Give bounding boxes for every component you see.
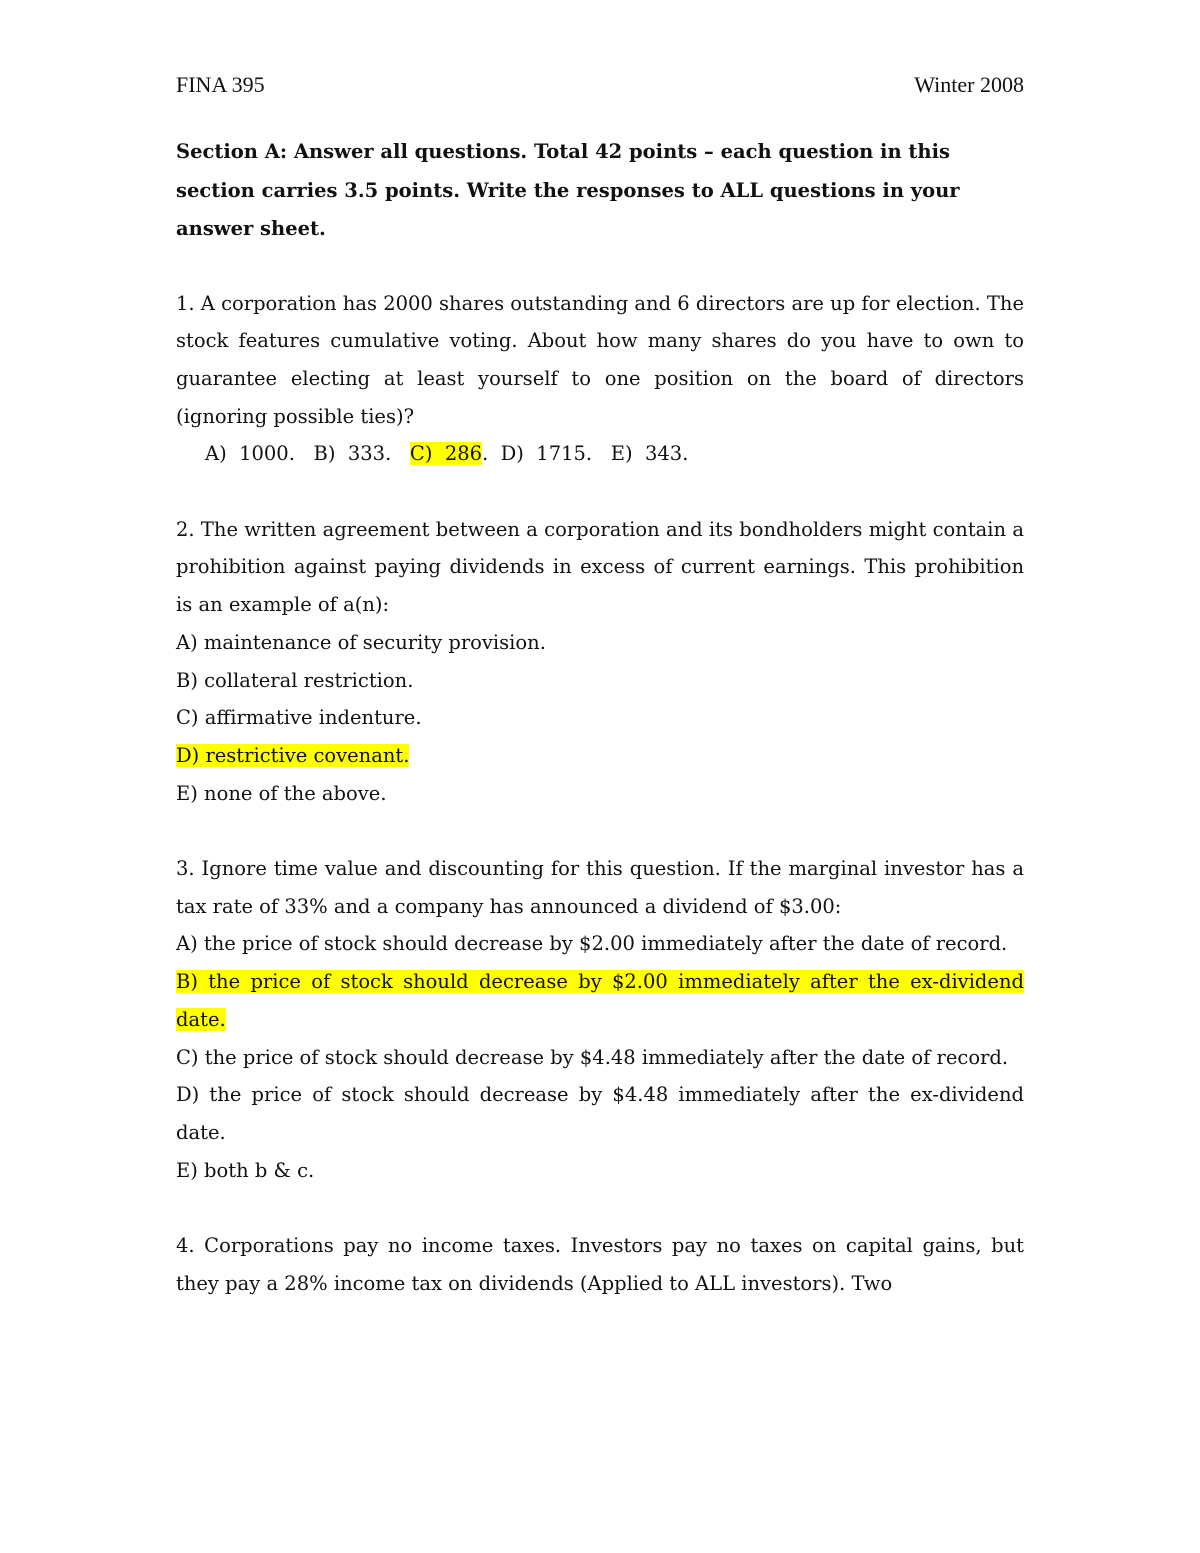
section-title: Section A: Answer all questions. Total 42 points – each question in this section carries 3.5 points. Write the responses to ALL questions in your answer sheet.	[176, 140, 960, 240]
option-a: A) maintenance of security provision.	[176, 630, 546, 654]
option-d: D) the price of stock should decrease by $4.48 immediately after the ex-dividend date.	[176, 1083, 1024, 1144]
inline-options: A) 1000. B) 333. C) 286. D) 1715. E) 343.	[205, 442, 689, 466]
option-a: A) the price of stock should decrease by $2.00 immediately after the date of record.	[176, 932, 1008, 956]
page-header	[176, 70, 1024, 100]
question-1	[176, 285, 1024, 474]
option-e: E) 343.	[610, 442, 689, 466]
term: Winter 2008	[914, 72, 1024, 97]
option-c: C) affirmative indenture.	[176, 706, 422, 730]
option-b: B) collateral restriction.	[176, 668, 414, 692]
question-3	[176, 850, 1024, 1189]
option-b: B) 333.	[313, 442, 392, 466]
option-d: D) 1715.	[500, 442, 593, 466]
question-text: 2. The written agreement between a corporation and its bondholders might contain a prohibition against paying dividends in excess of current earnings. This prohibition is an example of a(n):	[176, 517, 1024, 617]
question-text: 1. A corporation has 2000 shares outstanding and 6 directors are up for election. The stock features cumulative voting. About how many shares do you have to own to guarantee electing at least yourself to one position on the board of directors (ignoring possible ties)?	[176, 291, 1024, 428]
option-b-highlighted: B) the price of stock should decrease by $2.00 immediately after the ex-dividend date.	[176, 970, 1024, 1031]
option-e: E) none of the above.	[176, 781, 387, 805]
option-e: E) both b & c.	[176, 1158, 315, 1182]
question-text: 3. Ignore time value and discounting for this question. If the marginal investor has a tax rate of 33% and a company has announced a dividend of $3.00:	[176, 857, 1024, 918]
option-c-highlighted: C) 286	[409, 442, 483, 466]
question-2	[176, 511, 1024, 813]
exam-content	[176, 133, 1024, 1302]
question-4	[176, 1227, 1024, 1302]
option-c: C) the price of stock should decrease by $4.48 immediately after the date of record.	[176, 1045, 1009, 1069]
option-a: A) 1000.	[205, 442, 295, 466]
option-d-highlighted: D) restrictive covenant.	[176, 743, 410, 767]
course-code: FINA 395	[176, 72, 265, 97]
question-text: 4. Corporations pay no income taxes. Investors pay no taxes on capital gains, but they pay a 28% income tax on dividends (Applied to ALL investors). Two	[176, 1234, 1024, 1295]
